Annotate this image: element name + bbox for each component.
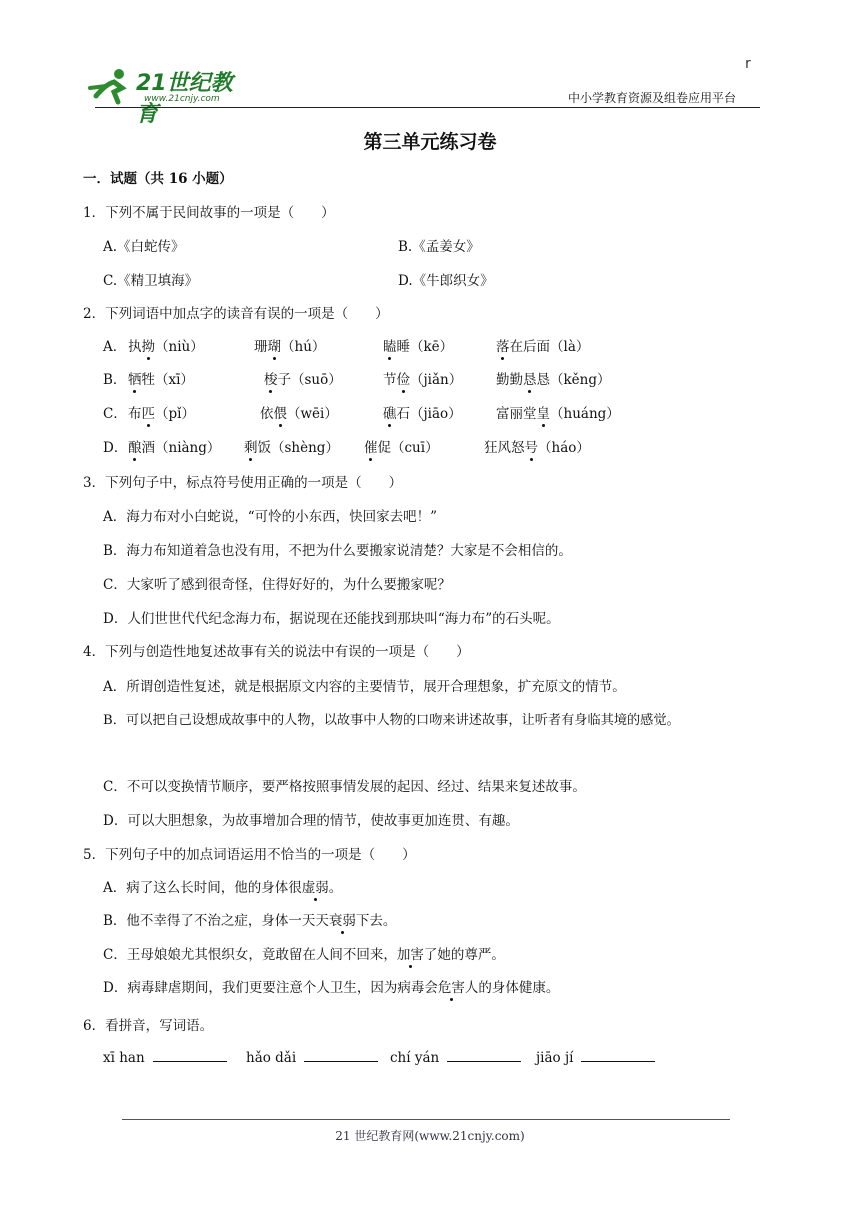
question-2-option-a-word-4: 落在后面（là） bbox=[496, 335, 589, 355]
question-2-option-b-word-2: 梭子（suō） bbox=[264, 368, 342, 388]
question-2-option-c-word-1: 布匹（pǐ） bbox=[128, 402, 195, 422]
question-4-option-d: D．可以大胆想象，为故事增加合理的情节，使故事更加连贯、有趣。 bbox=[103, 813, 519, 829]
answer-blank-1[interactable] bbox=[153, 1049, 227, 1062]
question-5-stem: 5．下列句子中的加点词语运用不恰当的一项是（ ） bbox=[83, 847, 416, 863]
header-divider bbox=[95, 107, 760, 108]
question-1-option-b: B.《孟姜女》 bbox=[398, 239, 480, 255]
pinyin-item-4: jiāo jí bbox=[536, 1049, 655, 1066]
question-3-option-d: D．人们世世代代纪念海力布，据说现在还能找到那块叫“海力布”的石头呢。 bbox=[103, 611, 560, 627]
question-2-option-c-word-2: 依偎（wēi） bbox=[260, 402, 338, 422]
question-4-option-a: A．所谓创造性复述，就是根据原文内容的主要情节，展开合理想象，扩充原文的情节。 bbox=[103, 679, 626, 695]
footer-divider bbox=[122, 1119, 730, 1120]
runner-logo-icon bbox=[88, 66, 132, 106]
site-logo bbox=[88, 66, 253, 127]
question-4-option-c: C．不可以变换情节顺序，要严格按照事情发展的起因、经过、结果来复述故事。 bbox=[103, 779, 586, 795]
question-3-stem: 3．下列句子中，标点符号使用正确的一项是（ ） bbox=[83, 475, 403, 491]
answer-blank-2[interactable] bbox=[304, 1049, 378, 1062]
corner-mark: r bbox=[745, 56, 751, 72]
question-2-option-d-word-2: 剩饭（shèng） bbox=[244, 436, 339, 456]
section-heading: 一．试题（共 16 小题） bbox=[83, 171, 233, 187]
question-1-option-d: D.《牛郎织女》 bbox=[398, 273, 494, 289]
question-5-option-d: D．病毒肆虐期间，我们更要注意个人卫生，因为病毒会危害人的身体健康。 bbox=[103, 976, 559, 996]
question-4-option-b: B．可以把自己设想成故事中的人物，以故事中人物的口吻来讲述故事，让听者有身临其境的感觉。 bbox=[103, 713, 680, 728]
question-2-option-d-word-3: 催促（cuī） bbox=[364, 436, 439, 456]
question-2-option-b-label: B． bbox=[103, 372, 127, 388]
question-1-option-c: C.《精卫填海》 bbox=[103, 273, 199, 289]
question-1-option-a: A.《白蛇传》 bbox=[103, 239, 185, 255]
question-2-option-a-word-1: 执拗（niù） bbox=[128, 335, 204, 355]
logo-text: 21世纪教育 bbox=[136, 71, 233, 127]
question-2-option-b-word-1: 牺牲（xī） bbox=[128, 368, 194, 388]
question-2-option-b-word-3: 节俭（jiǎn） bbox=[383, 368, 462, 388]
question-2-stem: 2．下列词语中加点字的读音有误的一项是（ ） bbox=[83, 306, 389, 322]
question-4-stem: 4．下列与创造性地复述故事有关的说法中有误的一项是（ ） bbox=[83, 644, 470, 660]
platform-name: 中小学教育资源及组卷应用平台 bbox=[568, 91, 737, 105]
question-2-option-c-word-3: 礁石（jiāo） bbox=[383, 402, 462, 422]
question-2-option-b-word-4: 勤勤恳恳（kěng） bbox=[496, 368, 611, 388]
pinyin-item-1: xī han bbox=[103, 1049, 227, 1066]
question-2-option-a-word-3: 瞌睡（kē） bbox=[383, 335, 453, 355]
question-5-option-a: A．病了这么长时间，他的身体很虚弱。 bbox=[103, 876, 342, 896]
question-2-option-d-word-4: 狂风怒号（háo） bbox=[484, 436, 590, 456]
question-5-option-b: B．他不幸得了不治之症，身体一天天衰弱下去。 bbox=[103, 909, 396, 929]
question-5-option-c: C．王母娘娘尤其恨织女，竟敢留在人间不回来，加害了她的尊严。 bbox=[103, 943, 505, 963]
question-3-option-c: C．大家听了感到很奇怪，住得好好的，为什么要搬家呢？ bbox=[103, 577, 451, 593]
question-3-option-b: B．海力布知道着急也没有用，不把为什么要搬家说清楚？大家是不会相信的。 bbox=[103, 543, 572, 559]
page-title: 第三单元练习卷 bbox=[363, 131, 497, 153]
question-2-option-c-label: C． bbox=[103, 406, 127, 422]
footer-text: 21 世纪教育网(www.21cnjy.com) bbox=[335, 1129, 525, 1143]
answer-blank-3[interactable] bbox=[447, 1049, 521, 1062]
question-2-option-a-label: A． bbox=[103, 339, 127, 355]
question-3-option-a: A．海力布对小白蛇说，“可怜的小东西，快回家去吧！” bbox=[103, 509, 438, 525]
question-1-stem: 1．下列不属于民间故事的一项是（ ） bbox=[83, 205, 335, 221]
answer-blank-4[interactable] bbox=[581, 1049, 655, 1062]
pinyin-item-3: chí yán bbox=[390, 1049, 521, 1066]
question-6-stem: 6．看拼音，写词语。 bbox=[83, 1018, 214, 1034]
logo-url: www.21cnjy.com bbox=[144, 94, 220, 104]
pinyin-item-2: hǎo dǎi bbox=[246, 1049, 378, 1066]
question-2-option-d-label: D． bbox=[103, 440, 128, 456]
question-2-option-d-word-1: 酿酒（niàng） bbox=[128, 436, 220, 456]
question-2-option-c-word-4: 富丽堂皇（huáng） bbox=[496, 402, 620, 422]
question-2-option-a-word-2: 珊瑚（hú） bbox=[254, 335, 325, 355]
